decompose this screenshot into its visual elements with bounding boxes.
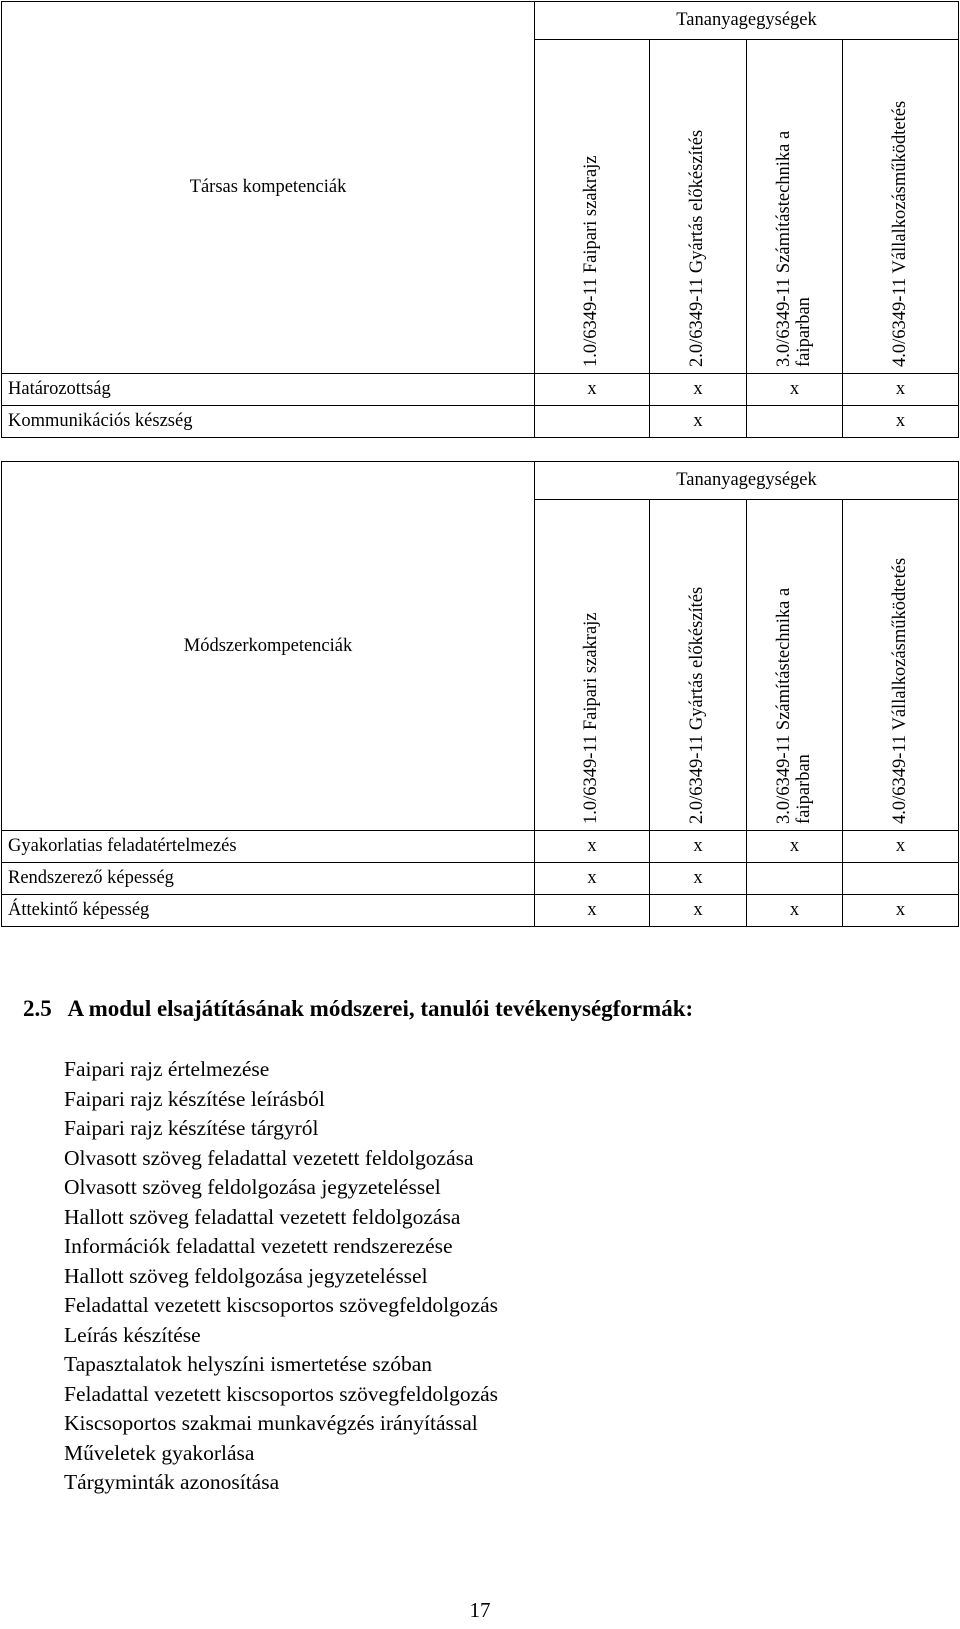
list-item: Faipari rajz készítése tárgyról bbox=[64, 1116, 319, 1140]
learning-units-header: Tananyagegységek bbox=[535, 462, 959, 500]
list-item: Tapasztalatok helyszíni ismertetése szóban bbox=[64, 1352, 433, 1376]
column-header-3: 3.0/6349-11 Számítástechnika a faiparban bbox=[747, 40, 843, 374]
list-item: Kiscsoportos szakmai munkavégzés irányítással bbox=[64, 1411, 478, 1435]
row-label: Határozottság bbox=[2, 374, 535, 406]
list-item: Faipari rajz értelmezése bbox=[64, 1057, 270, 1081]
list-item: Feladattal vezetett kiscsoportos szövegfeldolgozás bbox=[64, 1381, 499, 1406]
list-item: Hallott szöveg feladattal vezetett feldolgozása bbox=[64, 1204, 461, 1229]
table-row bbox=[2, 831, 959, 863]
table-cell: x bbox=[535, 895, 650, 927]
table-cell: x bbox=[747, 831, 843, 863]
social-competencies-header: Társas kompetenciák bbox=[2, 2, 535, 374]
table-cell: x bbox=[650, 863, 747, 895]
table-row bbox=[2, 863, 959, 895]
section-heading bbox=[23, 996, 693, 1022]
table-cell: x bbox=[535, 374, 650, 406]
table-cell: x bbox=[535, 831, 650, 863]
column-header-1: 1.0/6349-11 Faipari szakrajz bbox=[535, 500, 650, 831]
table-cell: x bbox=[843, 374, 959, 406]
list-item: Információk feladattal vezetett rendszerezése bbox=[64, 1234, 453, 1258]
column-header-4: 4.0/6349-11 Vállalkozásműködtetés bbox=[843, 40, 959, 374]
table-cell: x bbox=[747, 374, 843, 406]
table-cell: x bbox=[843, 831, 959, 863]
table-cell: x bbox=[650, 406, 747, 438]
table-cell: x bbox=[650, 831, 747, 863]
table-cell: x bbox=[650, 374, 747, 406]
table-cell: x bbox=[747, 895, 843, 927]
column-header-2: 2.0/6349-11 Gyártás előkészítés bbox=[650, 500, 747, 831]
column-header-1: 1.0/6349-11 Faipari szakrajz bbox=[535, 40, 650, 374]
column-header-3: 3.0/6349-11 Számítástechnika a faiparban bbox=[747, 500, 843, 831]
section-title: A modul elsajátításának módszerei, tanulói tevékenységformák: bbox=[67, 996, 694, 1021]
method-competencies-table bbox=[1, 461, 959, 927]
table-cell bbox=[843, 863, 959, 895]
column-header-4: 4.0/6349-11 Vállalkozásműködtetés bbox=[843, 500, 959, 831]
table-cell bbox=[747, 406, 843, 438]
table-row bbox=[2, 406, 959, 438]
list-item: Feladattal vezetett kiscsoportos szövegfeldolgozás bbox=[64, 1293, 499, 1317]
list-item: Műveletek gyakorlása bbox=[64, 1440, 255, 1465]
section-number: 2.5 bbox=[23, 996, 52, 1021]
table-cell bbox=[535, 406, 650, 438]
page-number: 17 bbox=[469, 1598, 491, 1622]
list-item: Olvasott szöveg feldolgozása jegyzeteléssel bbox=[64, 1175, 441, 1199]
method-competencies-header: Módszerkompetenciák bbox=[2, 462, 535, 831]
list-item: Olvasott szöveg feladattal vezetett feldolgozása bbox=[64, 1145, 474, 1170]
table-cell: x bbox=[535, 863, 650, 895]
social-competencies-table bbox=[1, 1, 959, 438]
row-label: Kommunikációs készség bbox=[2, 406, 535, 438]
list-item: Tárgyminták azonosítása bbox=[64, 1470, 280, 1494]
table-row bbox=[2, 895, 959, 927]
row-label: Gyakorlatias feladatértelmezés bbox=[2, 831, 535, 863]
table-row bbox=[2, 374, 959, 406]
learning-units-header: Tananyagegységek bbox=[535, 2, 959, 40]
column-header-2: 2.0/6349-11 Gyártás előkészítés bbox=[650, 40, 747, 374]
list-item: Faipari rajz készítése leírásból bbox=[64, 1086, 325, 1111]
methods-list bbox=[64, 1055, 498, 1498]
table-cell: x bbox=[843, 895, 959, 927]
row-label: Rendszerező képesség bbox=[2, 863, 535, 895]
table-cell: x bbox=[843, 406, 959, 438]
list-item: Leírás készítése bbox=[64, 1322, 201, 1347]
table-cell: x bbox=[650, 895, 747, 927]
row-label: Áttekintő képesség bbox=[2, 895, 535, 927]
table-cell bbox=[747, 863, 843, 895]
list-item: Hallott szöveg feldolgozása jegyzeteléssel bbox=[64, 1263, 428, 1288]
